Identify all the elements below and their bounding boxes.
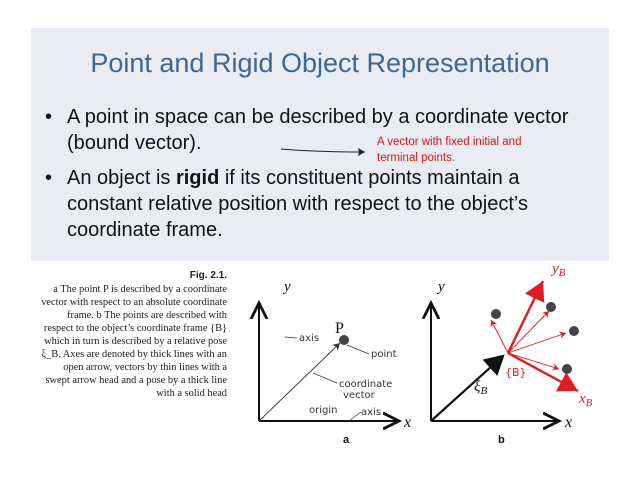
- bold-term: rigid: [175, 167, 220, 189]
- panel-a-letter: a: [343, 434, 350, 446]
- axis-label-horizontal: axis: [361, 407, 382, 418]
- axis-label-vertical: axis: [299, 333, 320, 344]
- axis-horizontal-leader: [349, 412, 361, 421]
- frame-b-y-label: [550, 261, 566, 279]
- frame-b-x-symbol: x: [579, 391, 586, 407]
- frame-b-y-symbol: y: [552, 261, 559, 277]
- relative-pose-symbol: ξ: [474, 379, 481, 395]
- point-label-leader: [347, 345, 369, 354]
- origin-label: origin: [309, 405, 338, 416]
- relative-pose-subscript: B: [480, 385, 488, 397]
- frame-vector-1: [491, 320, 508, 353]
- bullet-text-after: if its constituent points maintain a constant relative position with respect to the object’s coordinate frame.: [67, 167, 528, 241]
- point-word-label: point: [371, 349, 397, 360]
- relative-pose-label: [474, 379, 487, 397]
- object-point-1: [491, 309, 501, 319]
- panel-b-x-label: x: [565, 414, 573, 431]
- bullet-text-before: An object is: [67, 167, 176, 189]
- frame-vector-2: [508, 311, 549, 353]
- panel-b-y-label: y: [438, 279, 445, 295]
- slide-title: Point and Rigid Object Representation: [90, 48, 550, 78]
- object-point-2: [546, 302, 556, 312]
- panel-a-diagram: [259, 279, 411, 446]
- object-point-3: [569, 326, 579, 336]
- frame-b-x-label: [578, 391, 593, 409]
- frame-b-x-subscript: B: [585, 397, 593, 409]
- frame-b-y-axis: [508, 281, 543, 353]
- figure-number: Fig. 2.1.: [189, 270, 227, 281]
- panel-a-x-label: x: [404, 414, 412, 431]
- figure-panel: [31, 261, 609, 464]
- bullet-symbol: •: [45, 167, 53, 189]
- caption-text: a The point P is described by a coordinate vector with respect to an absolute coordinate frame. b The points are described with respect to the object’s coordinate frame {B} which in turn is described by a relative pose ξ_B. Axes are denoted by thick lines with an open arrow, vectors by thin lines with a swept arrow head and a pose by a thick line with a solid head: [41, 284, 227, 399]
- bullet-symbol: •: [45, 106, 53, 128]
- coordinate-label-line-2: vector: [343, 390, 375, 401]
- frame-b-y-subscript: B: [558, 267, 566, 279]
- object-point-4: [562, 364, 572, 374]
- frame-b-label: {B}: [505, 366, 527, 379]
- slide: [31, 28, 609, 464]
- coordinate-diagram: [31, 261, 609, 464]
- annotation-arrow: [31, 28, 609, 208]
- annotation-line-2: terminal points.: [377, 152, 455, 164]
- panel-b-letter: b: [498, 434, 505, 446]
- coordinate-label-leader: [313, 373, 337, 383]
- coordinate-label-line-1: coordinate: [339, 379, 393, 390]
- point-p-label: P: [335, 320, 344, 337]
- axis-label-leader: [285, 337, 297, 338]
- bullet-text: A point in space can be described by a coordinate vector (bound vector).: [67, 106, 569, 154]
- panel-b-diagram: [431, 261, 593, 446]
- panel-a-y-label: y: [284, 279, 291, 295]
- annotation-line-1: A vector with fixed initial and: [377, 136, 522, 148]
- relative-pose-xi: [431, 356, 503, 421]
